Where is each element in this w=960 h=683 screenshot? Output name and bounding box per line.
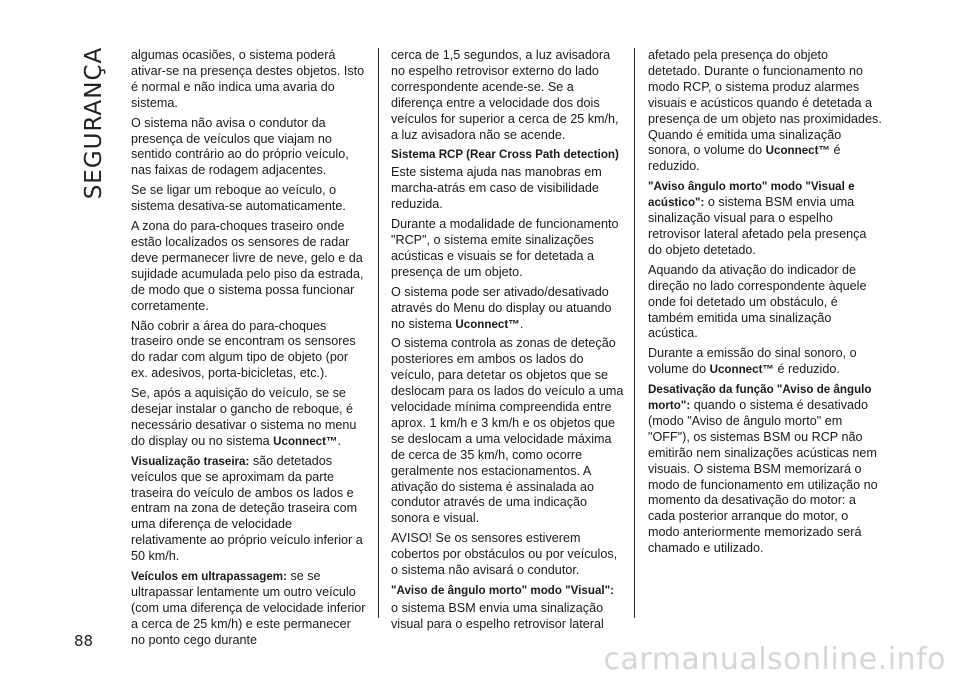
paragraph-text: são detetados veículos que se aproximam da parte traseira do veículo de ambos os lados e entram na zona de deteção traseira com uma diferença de velocidade relativamente ao próprio veículo inferior a 50 km/h. (131, 453, 363, 564)
paragraph (648, 346, 883, 378)
paragraph-text: o sistema BSM envia uma sinalização visual para o espelho retrovisor lateral afetado pela presença do objeto detetado. (648, 195, 867, 257)
paragraph (131, 386, 366, 450)
paragraph: Este sistema ajuda nas manobras em marcha-atrás em caso de visibilidade reduzida. (391, 165, 602, 212)
paragraph: O sistema controla as zonas de deteção posteriores em ambos os lados do veículo, para detetar os objetos que se deslocam para os lados do veículo a uma velocidade mínima compreendida entre aprox. 1 km/h e 3 km/h e os objetos que se deslocam a uma velocidade máxima de cerca de 35 km/h, como ocorre geralmente nos estacionamentos. A ativação do sistema é assinalada ao condutor através de uma indicação sonora e visual. (391, 336, 624, 526)
inline-heading: "Aviso ângulo morto" modo "Visual e acústico": (648, 180, 855, 210)
paragraph: o sistema BSM envia uma sinalização visual para o espelho retrovisor lateral (391, 600, 604, 631)
brand-name: Uconnect™ (455, 317, 520, 331)
paragraph (131, 454, 366, 565)
paragraph: A zona do para-choques traseiro onde estão localizados os sensores de radar deve permanecer livre de neve, gelo e da sujidade acumulada pelo piso da estrada, de modo que o sistema possa funcionar corretamente. (131, 219, 364, 313)
paragraph: O sistema não avisa o condutor da presença de veículos que viajam no sentido contrário ao do próprio veículo, nas faixas de rodagem adjacentes. (131, 115, 349, 178)
inline-heading: Veículos em ultrapassagem: (131, 570, 287, 584)
section-title (74, 46, 114, 200)
column-divider-2 (634, 48, 635, 618)
paragraph (131, 569, 366, 649)
paragraph-text: é reduzido. (648, 143, 841, 174)
paragraph-text: . (519, 316, 524, 331)
brand-name: Uconnect™ (709, 363, 775, 377)
inline-heading: Desativação da função "Aviso de ângulo morto": (648, 383, 872, 413)
brand-name: Uconnect™ (765, 144, 831, 158)
paragraph-text: afetado pela presença do objeto detetado. Durante o funcionamento no modo RCP, o sistema produz alarmes visuais e acústicos quando é detetada a presença de um objeto nas proximidades. Quando é emitida uma sinalização sonora, o volume do (648, 48, 882, 158)
paragraph (648, 382, 883, 557)
paragraph-text: quando o sistema é desativado (modo "Aviso de ângulo morto" em "OFF"), os sistemas BSM ou RCP não emitirão nem sinalizações acústicas nem visuais. O sistema BSM memorizará o modo de funcionamento em utilização no momento da desativação do motor: a cada posterior arranque do motor, o modo anteriormente memorizado será chamado e utilizado. (648, 398, 878, 556)
page-number: 88 (74, 632, 94, 650)
brand-name: Uconnect™ (273, 434, 338, 448)
watermark: carmanualsonline.info (603, 642, 946, 677)
paragraph: Não cobrir a área do para-choques traseiro onde se encontram os sensores do radar com algum tipo de objeto (por ex. adesivos, porta-bicicletas, etc.). (131, 318, 356, 381)
paragraph (648, 48, 883, 175)
text-column-1 (131, 48, 366, 653)
paragraph-text: O sistema pode ser ativado/desativado através do Menu do display ou atuando no sistema (391, 284, 612, 331)
warning-paragraph: AVISO! Se os sensores estiverem cobertos por obstáculos ou por veículos, o sistema não avisará o condutor. (391, 531, 618, 578)
paragraph: Durante a modalidade de funcionamento "RCP", o sistema emite sinalizações acústicas e visuais se for detetada a presença de um objeto. (391, 217, 619, 279)
paragraph (391, 285, 626, 333)
column-divider-1 (378, 48, 379, 618)
paragraph-text: Se, após a aquisição do veículo, se se desejar instalar o gancho de reboque, é necessário desativar o sistema no menu do display ou no sistema (131, 386, 357, 448)
paragraph: Se se ligar um reboque ao veículo, o sistema desativa-se automaticamente. (131, 183, 346, 214)
paragraph: algumas ocasiões, o sistema poderá ativar-se na presença destes objetos. Isto é normal e não indica uma avaria do sistema. (131, 48, 365, 110)
paragraph-text: . (337, 433, 342, 448)
text-column-3 (648, 48, 883, 561)
paragraph-text: Durante a emissão do sinal sonoro, o volume do (648, 346, 857, 377)
paragraph-text: se se ultrapassar lentamente um outro veículo (com uma diferença de velocidade inferior a cerca de 25 km/h) e este permanecer no ponto cego durante (131, 569, 366, 647)
paragraph-text: é reduzido. (774, 362, 840, 377)
inline-heading: Visualização traseira: (131, 454, 250, 468)
section-heading: "Aviso de ângulo morto" modo "Visual": (391, 584, 614, 597)
section-heading: Sistema RCP (Rear Cross Path detection) (391, 148, 619, 162)
text-column-2 (391, 48, 626, 637)
paragraph (648, 179, 883, 259)
section-title-text: SEGURANÇA (81, 46, 107, 200)
paragraph: cerca de 1,5 segundos, a luz avisadora no espelho retrovisor externo do lado correspondente acende-se. Se a diferença entre a velocidade dos dois veículos for superior a cerca de 25 km/h, a luz avisadora não se acende. (391, 48, 619, 142)
paragraph: Aquando da ativação do indicador de direção no lado correspondente àquele onde foi detetado um obstáculo, é também emitida uma sinalização acústica. (648, 262, 867, 341)
